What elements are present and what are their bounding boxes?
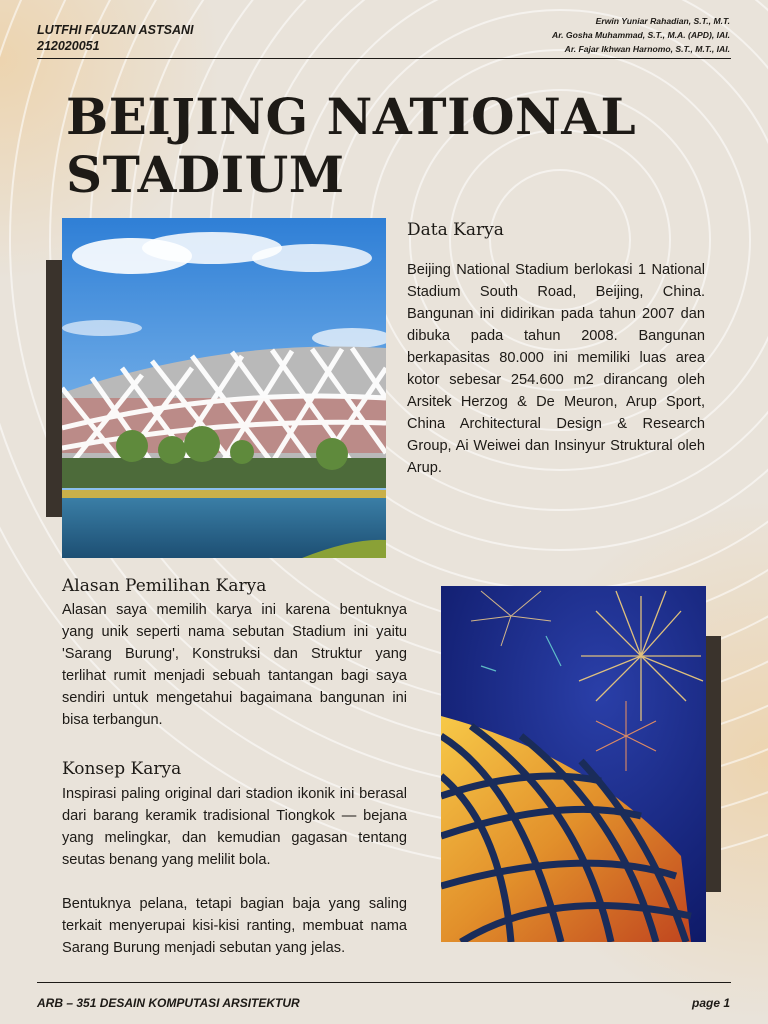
accent-bar-left [46, 260, 62, 517]
advisor-list [552, 14, 730, 56]
konsep-heading: Konsep Karya [62, 759, 182, 779]
header-divider [37, 58, 731, 59]
stadium-day-photo [62, 218, 386, 558]
advisor-2: Ar. Gosha Muhammad, S.T., M.A. (APD), IAI. [552, 30, 730, 40]
author-block [37, 22, 193, 54]
author-name: LUTFHI FAUZAN ASTSANI [37, 23, 194, 37]
page-title [66, 88, 666, 204]
title-line-1: BEIJING NATIONAL [66, 87, 637, 146]
page-number: page 1 [691, 996, 730, 1010]
title-line-2: STADIUM [66, 145, 345, 204]
alasan-heading: Alasan Pemilihan Karya [62, 576, 267, 596]
course-label: ARB – 351 DESAIN KOMPUTASI ARSITEKTUR [37, 996, 300, 1010]
footer-divider [37, 982, 731, 983]
konsep-body-2: Bentuknya pelana, tetapi bagian baja yang saling terkait menyerupai kisi-kisi ranting, membuat nama Sarang Burung menjadi sebutan yang jelas. [62, 896, 407, 956]
alasan-body: Alasan saya memilih karya ini karena bentuknya yang unik seperti nama sebutan Stadium ini yaitu 'Sarang Burung', Konstruksi dan Struktur yang terlihat rumit menjadi sebuah tantangan bagi saya sendiri untuk mengetahui bagaimana bangunan ini bisa terbangun. [62, 602, 407, 728]
konsep-body-1: Inspirasi paling original dari stadion ikonik ini berasal dari barang keramik tradisional Tiongkok — bejana yang melingkar, dan kemudian gagasan tentang seutas benang yang melilit bola. [62, 786, 407, 868]
data-karya-heading: Data Karya [407, 220, 504, 240]
advisor-1: Erwin Yuniar Rahadian, S.T., M.T. [595, 16, 730, 26]
data-karya-body: Beijing National Stadium berlokasi 1 National Stadium South Road, Beijing, China. Bangunan ini didirikan pada tahun 2007 dan dibuka pada tahun 2008. Bangunan berkapasitas 80.000 ini memiliki luas area kotor sebesar 254.600 m2 dirancang oleh Arsitek Herzog & De Meuron, Arup Sport, China Architectural Design & Research Group, Ai Weiwei dan Insinyur Struktural oleh Arup. [407, 262, 705, 476]
advisor-3: Ar. Fajar Ikhwan Harnomo, S.T., M.T., IAI. [564, 44, 730, 54]
student-id: 212020051 [37, 39, 100, 53]
stadium-night-fireworks-photo [441, 586, 706, 942]
accent-bar-right [706, 636, 721, 892]
